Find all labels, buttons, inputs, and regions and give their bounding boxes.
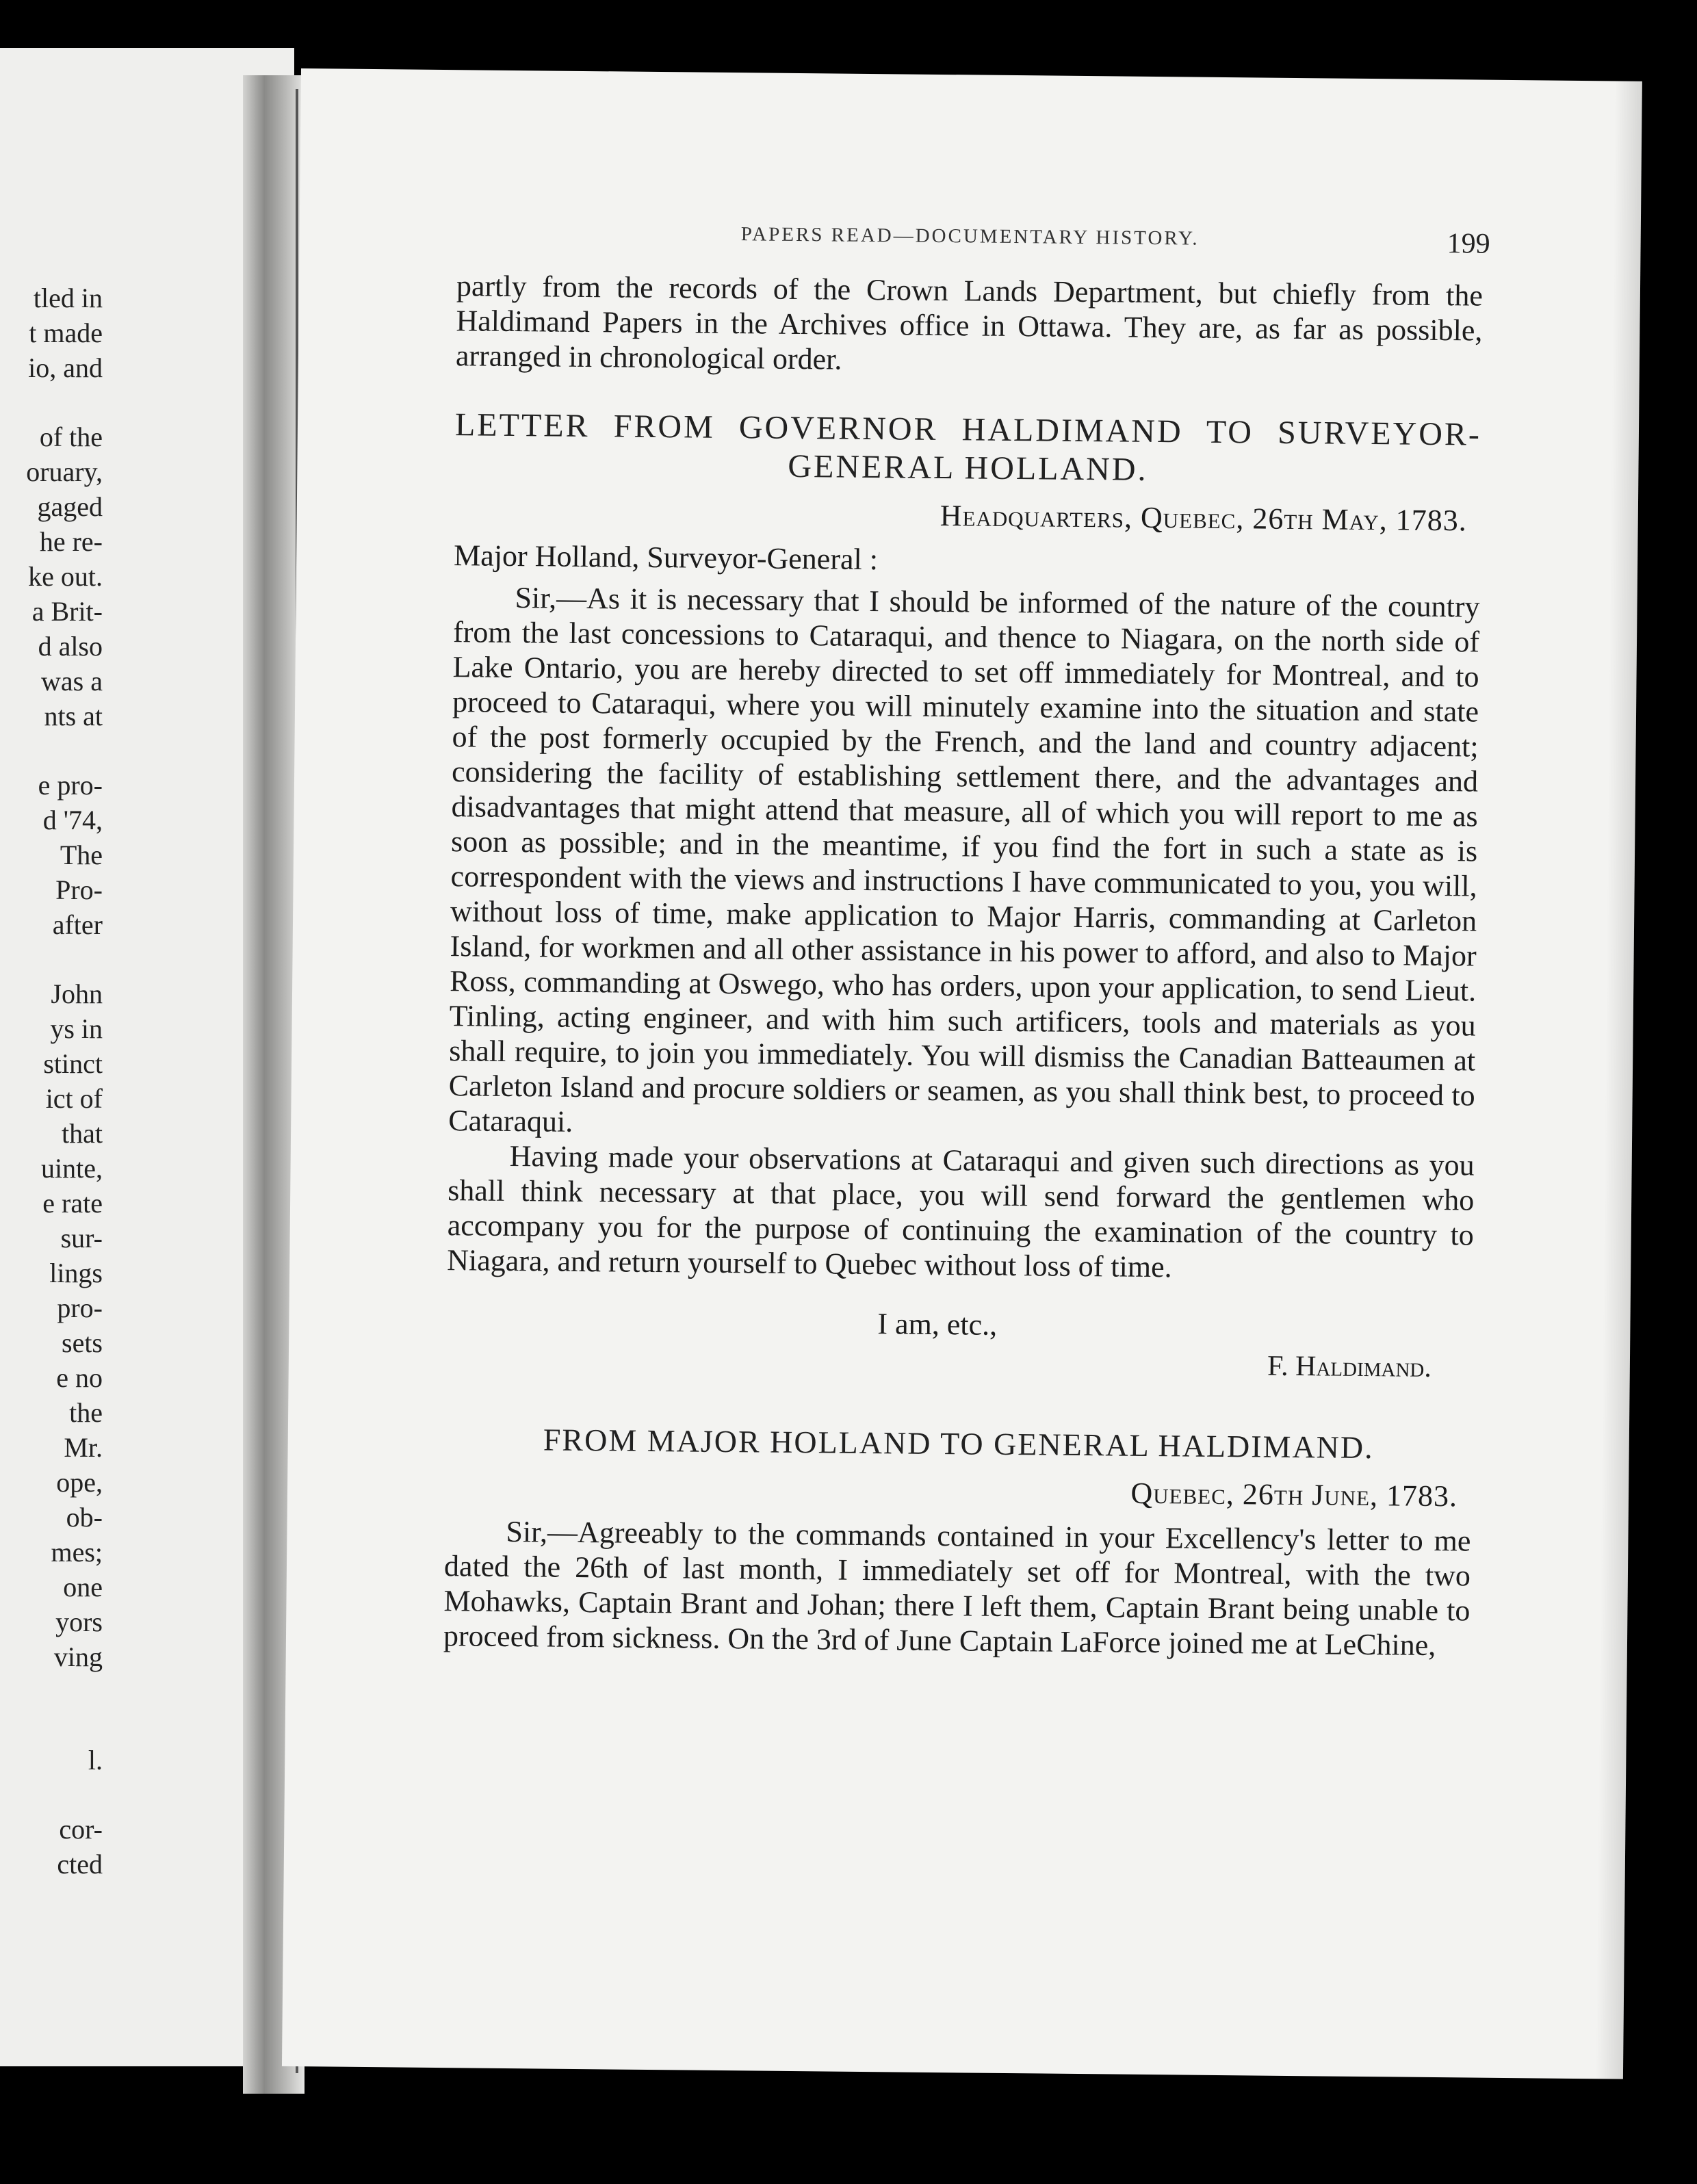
page [282, 68, 1642, 2079]
previous-page-line: cted [57, 1849, 103, 1880]
letter2-paragraph-1: Sir,—Agreeably to the commands contained in your Excellency's letter to me dated the 26th of last month, I immediately set off for Montreal, with the two Mohawks, Captain Brant and Johan; there I left them, Captain Brant being unable to proceed from sickness. On the 3rd of June Captain LaForce joined me at LeChine, [443, 1514, 1471, 1663]
intro-paragraph: partly from the records of the Crown Lands Department, but chiefly from the Haldimand Papers in the Archives office in Ottawa. They are, as far as possible, arranged in chronological order. [455, 269, 1484, 376]
previous-page-line: io, and [28, 352, 103, 383]
previous-page-line: Mr. [64, 1432, 103, 1463]
previous-page-line: ict of [45, 1083, 103, 1114]
previous-page-line: pro- [57, 1292, 103, 1323]
previous-page-line: e pro- [38, 770, 103, 801]
letter1-heading: LETTER FROM GOVERNOR HALDIMAND TO SURVEYOR-GENERAL HOLLAND. [454, 406, 1482, 488]
previous-page-line: cor- [59, 1814, 103, 1845]
previous-page-line: sets [62, 1327, 103, 1358]
previous-page-line: uinte, [41, 1153, 103, 1184]
previous-page-line: stinct [43, 1048, 103, 1079]
previous-page-line: the [69, 1397, 103, 1428]
previous-page-line: ke out. [28, 561, 103, 592]
previous-page-line: after [52, 909, 103, 940]
previous-page-line: sur- [60, 1223, 103, 1253]
previous-page-line [0, 942, 103, 976]
page-content [443, 220, 1490, 1663]
previous-page-line: e rate [42, 1188, 103, 1219]
previous-page-line: The [60, 840, 103, 870]
letter1-signature: F. Haldimand. [1267, 1350, 1432, 1383]
letter1-paragraph-1: Sir,—As it is necessary that I should be informed of the nature of the country from the last concessions to Cataraqui, and thence to Niagara, on the north side of Lake Ontario, you are hereby directed to set off immediately for Montreal, and to proceed to Cataraqui, where you will minutely examine into the situation and state of the post formerly occupied by the French, and the land and country adjacent; considering the facility of establishing settlement there, and the advantages and disadvantages that might attend that measure, all of which you will report to me as soon as possible; and in the meantime, if you find the fort in such a state as is correspondent with the views and instructions I have communicated to you, you will, without loss of time, make application to Major Harris, commanding at Carleton Island, for workmen and all other assistance in his power to afford, and also to Major Ross, commanding at Oswego, who has orders, upon your application, to send Lieut. Tinling, acting engineer, and with him such artificers, tools and materials as you shall require, to join you immediately. You will dismiss the Canadian Batteaumen at Carleton Island and procure soldiers or seamen, as you shall think best, to proceed to Cataraqui. [448, 581, 1480, 1139]
previous-page-line: lings [49, 1258, 103, 1288]
previous-page-line: nts at [44, 701, 103, 731]
previous-page-line: oruary, [26, 456, 103, 487]
previous-page-line: ving [53, 1641, 103, 1672]
letter2-heading: FROM MAJOR HOLLAND TO GENERAL HALDIMAND. [543, 1422, 1374, 1466]
letter1-salutation: Major Holland, Surveyor-General : [453, 538, 879, 577]
previous-page-text [0, 281, 103, 1882]
previous-page-line: that [62, 1118, 103, 1149]
previous-page-line: Pro- [55, 874, 103, 905]
page-edge-shadow [1596, 81, 1642, 2079]
previous-page-line: mes; [51, 1537, 103, 1568]
previous-page-line: of the [39, 421, 103, 452]
page-number: 199 [1447, 228, 1490, 260]
previous-page-line: ys in [50, 1013, 103, 1044]
previous-page-line [0, 385, 103, 419]
previous-page-line: gaged [37, 491, 103, 522]
previous-page-line [0, 1778, 103, 1812]
previous-page-line: tled in [33, 283, 103, 313]
letter2-dateline: Quebec, 26th June, 1783. [1130, 1476, 1458, 1513]
previous-page-line: t made [29, 317, 103, 348]
previous-page-line [0, 1708, 103, 1743]
letter1-paragraph-2: Having made your observations at Cataraqui and given such directions as you shall think necessary at that place, you will send forward the gentlemen who accompany you for the purpose of continuing the examination of the country to Niagara, and return yourself to Quebec without loss of time. [447, 1139, 1475, 1284]
previous-page-line: was a [41, 666, 103, 697]
previous-page-line: ope, [56, 1467, 103, 1498]
previous-page-line: ob- [66, 1502, 103, 1533]
previous-page-line: d '74, [42, 805, 103, 835]
previous-page-line: yors [55, 1607, 103, 1637]
previous-page-line [0, 733, 103, 768]
previous-page-line: John [51, 978, 103, 1009]
previous-page-line: d also [38, 631, 103, 662]
previous-page-line: e no [56, 1362, 103, 1393]
letter1-closing: I am, etc., [877, 1307, 998, 1342]
previous-page-line: he re- [39, 526, 103, 557]
previous-page-line: l. [88, 1745, 103, 1776]
letter1-dateline: Headquarters, Quebec, 26th May, 1783. [940, 498, 1467, 538]
page-header [456, 220, 1490, 271]
previous-page-line [0, 1674, 103, 1708]
previous-page-line: a Brit- [31, 596, 103, 627]
previous-page-line: one [63, 1572, 103, 1602]
running-head: PAPERS READ—DOCUMENTARY HISTORY. [740, 223, 1200, 250]
